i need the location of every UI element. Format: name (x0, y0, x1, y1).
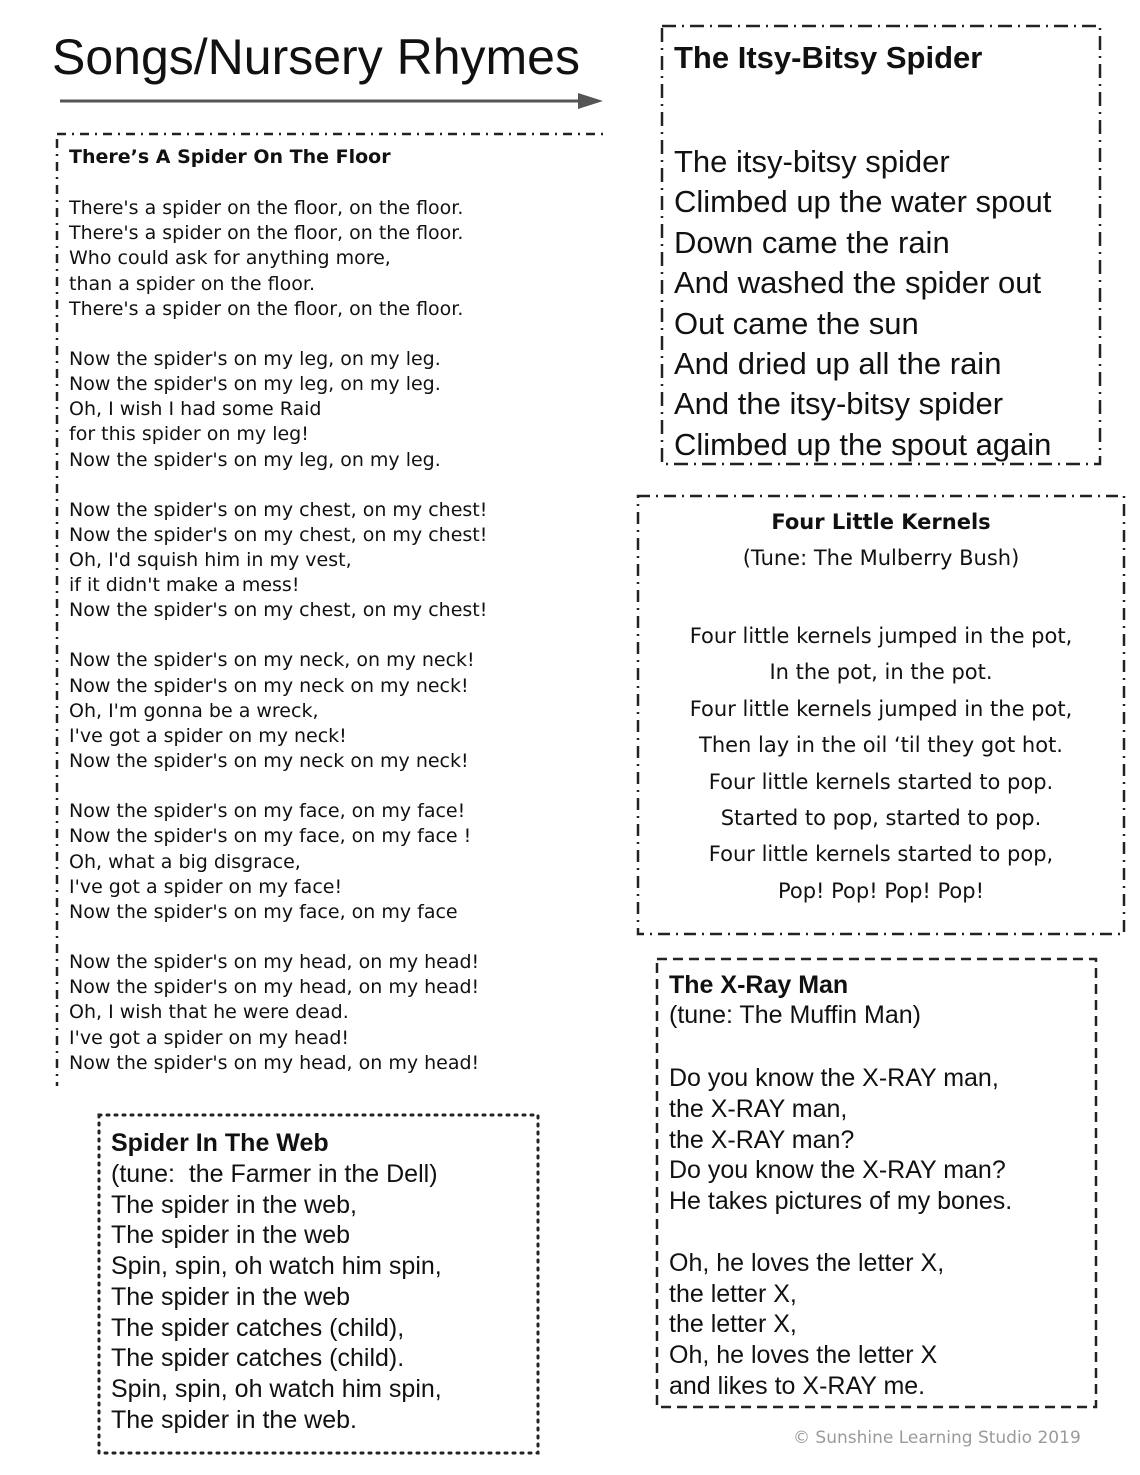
lyric-line: Four little kernels jumped in the pot, (689, 696, 1073, 721)
lyric-line: There's a spider on the floor, on the floor. (69, 197, 464, 219)
lyric-line: Now the spider's on my head, on my head! (69, 951, 480, 974)
lyric-line: I've got a spider on my face! (69, 875, 343, 898)
lyric-line: The spider catches (child), (111, 1313, 405, 1342)
lyric-line: Four little kernels started to pop. (708, 769, 1054, 794)
lyric-line: Now the spider's on my neck, on my neck! (69, 649, 475, 672)
song-title: Spider In The Web (111, 1129, 329, 1157)
lyric-line: Now the spider's on my chest, on my chest! (69, 599, 488, 622)
song-lyrics (674, 142, 1051, 465)
lyric-line: if it didn't make a mess! (69, 574, 300, 597)
stanza (669, 1248, 1012, 1402)
lyric-line: Now the spider's on my face, on my face! (69, 800, 466, 823)
x-ray-man-card (655, 957, 1098, 1409)
lyric-line: The spider in the web (111, 1221, 351, 1250)
lyric-line: Oh, I wish I had some Raid (69, 398, 322, 421)
title-arrow-icon (58, 90, 603, 112)
four-little-kernels-card (636, 494, 1126, 936)
lyric-line: Oh, I'd squish him in my vest, (69, 549, 352, 572)
lyric-line: The spider in the web, (111, 1190, 357, 1219)
lyric-line: Now the spider's on my leg, on my leg. (69, 448, 441, 471)
lyric-line: Now the spider's on my head, on my head! (69, 976, 480, 999)
stanza (69, 648, 487, 774)
song-title: The Itsy-Bitsy Spider (674, 40, 983, 75)
song-title: Four Little Kernels (771, 510, 991, 534)
lyric-line: Spin, spin, oh watch him spin, (111, 1252, 442, 1281)
lyric-line: Oh, I'm gonna be a wreck, (69, 699, 319, 722)
song-title: There’s A Spider On The Floor (69, 146, 391, 168)
lyric-line: the letter X, (669, 1310, 797, 1339)
lyric-line: And dried up all the rain (674, 346, 1002, 382)
lyric-line: Now the spider's on my face, on my face (69, 901, 458, 924)
lyric-line: Oh, he loves the letter X (669, 1341, 938, 1370)
lyric-line: the X-RAY man? (669, 1125, 855, 1154)
spider-on-floor-card (53, 130, 605, 1088)
lyric-line: And the itsy-bitsy spider (674, 386, 1004, 422)
lyric-line: The spider in the web (111, 1282, 351, 1311)
lyric-line: Now the spider's on my face, on my face ! (69, 825, 472, 848)
lyric-line: Then lay in the oil ‘til they got hot. (699, 733, 1063, 758)
lyric-line: Do you know the X-RAY man? (669, 1156, 1006, 1185)
lyric-line: I've got a spider on my head! (69, 1026, 350, 1049)
song-lyrics (111, 1159, 442, 1435)
copyright-notice: © Sunshine Learning Studio 2019 (793, 1428, 1081, 1448)
lyric-line: Oh, I wish that he were dead. (69, 1001, 349, 1024)
lyric-line: the letter X, (669, 1279, 797, 1308)
lyric-line: Who could ask for anything more, (69, 247, 391, 270)
lyric-line: Now the spider's on my neck on my neck! (69, 750, 469, 773)
stanza (69, 498, 487, 624)
lyric-line: There's a spider on the floor, on the floor. (69, 222, 464, 245)
lyric-line: Four little kernels jumped in the pot, (689, 624, 1073, 648)
lyric-line: than a spider on the floor. (69, 272, 315, 295)
stanza (69, 799, 487, 925)
lyric-line: Oh, what a big disgrace, (69, 850, 301, 873)
stanza (69, 347, 487, 473)
lyric-line: Out came the sun (674, 305, 919, 341)
lyric-line: Climbed up the water spout (674, 184, 1052, 220)
lyric-line: for this spider on my leg! (69, 423, 309, 446)
spider-in-web-card (97, 1113, 540, 1455)
song-lyrics (69, 196, 487, 1101)
lyric-line: Pop! Pop! Pop! Pop! (777, 878, 985, 903)
song-lyrics (669, 1063, 1012, 1433)
stanza (69, 196, 487, 322)
lyric-line: Now the spider's on my chest, on my chest! (69, 523, 488, 546)
lyric-line: I've got a spider on my neck! (69, 725, 347, 748)
lyric-line: (tune: the Farmer in the Dell) (111, 1160, 438, 1188)
lyric-line: The itsy-bitsy spider (674, 144, 950, 179)
lyric-line: He takes pictures of my bones. (669, 1187, 1013, 1216)
lyric-line: and likes to X-RAY me. (669, 1371, 926, 1400)
lyric-line: And washed the spider out (674, 265, 1042, 301)
lyric-line: Now the spider's on my leg, on my leg. (69, 373, 441, 396)
itsy-bitsy-card (660, 24, 1102, 466)
song-tune: (tune: The Muffin Man) (669, 1001, 921, 1029)
lyric-line: The spider catches (child). (111, 1344, 405, 1373)
lyric-line: Spin, spin, oh watch him spin, (111, 1374, 442, 1403)
lyric-line: Oh, he loves the letter X, (669, 1248, 945, 1277)
stanza (669, 1063, 1012, 1217)
song-title: The X-Ray Man (669, 971, 849, 999)
lyric-line: Now the spider's on my chest, on my chest! (69, 498, 488, 521)
lyric-line: the X-RAY man, (669, 1094, 848, 1123)
song-tune: (Tune: The Mulberry Bush) (742, 546, 1020, 570)
lyric-line: The spider in the web. (111, 1405, 357, 1434)
lyric-line: Now the spider's on my leg, on my leg. (69, 347, 441, 370)
lyric-line: There's a spider on the floor, on the floor. (69, 297, 464, 320)
page-title: Songs/Nursery Rhymes (52, 29, 580, 85)
stanza (69, 950, 487, 1076)
song-lyrics (636, 618, 1126, 909)
lyric-line: Now the spider's on my neck on my neck! (69, 674, 469, 697)
lyric-line: Now the spider's on my head, on my head! (69, 1051, 480, 1074)
lyric-line: Climbed up the spout again (674, 426, 1052, 462)
lyric-line: Four little kernels started to pop, (708, 842, 1054, 867)
lyric-line: Started to pop, started to pop. (720, 806, 1042, 831)
lyric-line: Down came the rain (674, 224, 950, 260)
lyric-line: Do you know the X-RAY man, (669, 1064, 999, 1092)
lyric-line: In the pot, in the pot. (769, 660, 993, 685)
